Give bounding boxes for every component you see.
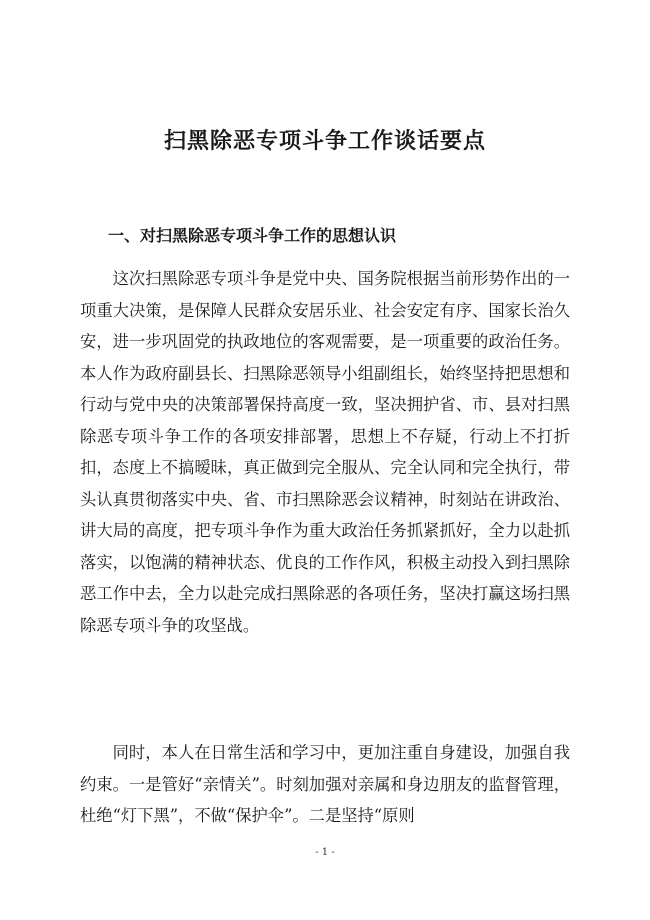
section-heading: 一、对扫黑除恶专项斗争工作的思想认识: [108, 226, 397, 245]
page-number: - 1 -: [315, 847, 335, 858]
body-paragraph-2: 同时，本人在日常生活和学习中，更加注重自身建设，加强自我约束。一是管好“亲情关”。时刻加强对亲属和身边朋友的监督管理，杜绝“灯下黑”，不做“保护伞”。二是坚持“原则: [80, 743, 570, 825]
document-title: 扫黑除恶专项斗争工作谈话要点: [163, 129, 486, 154]
body-paragraph-1: 这次扫黑除恶专项斗争是党中央、国务院根据当前形势作出的一项重大决策，是保障人民群众安居乐业、社会安定有序、国家长治久安，进一步巩固党的执政地位的客观需要，是一项重要的政治任务。本人作为政府副县长、扫黑除恶领导小组副组长，始终坚持把思想和行动与党中央的决策部署保持高度一致，坚决拥护省、市、县对扫黑除恶专项斗争工作的各项安排部署，思想上不存疑，行动上不打折扣，态度上不搞暧昧，真正做到完全服从、完全认同和完全执行，带头认真贯彻落实中央、省、市扫黑除恶会议精神，时刻站在讲政治、讲大局的高度，把专项斗争作为重大政治任务抓紧抓好，全力以赴抓落实，以饱满的精神状态、优良的工作作风，积极主动投入到扫黑除恶工作中去，全力以赴完成扫黑除恶的各项任务，坚决打赢这场扫黑除恶专项斗争的攻坚战。: [80, 269, 570, 635]
